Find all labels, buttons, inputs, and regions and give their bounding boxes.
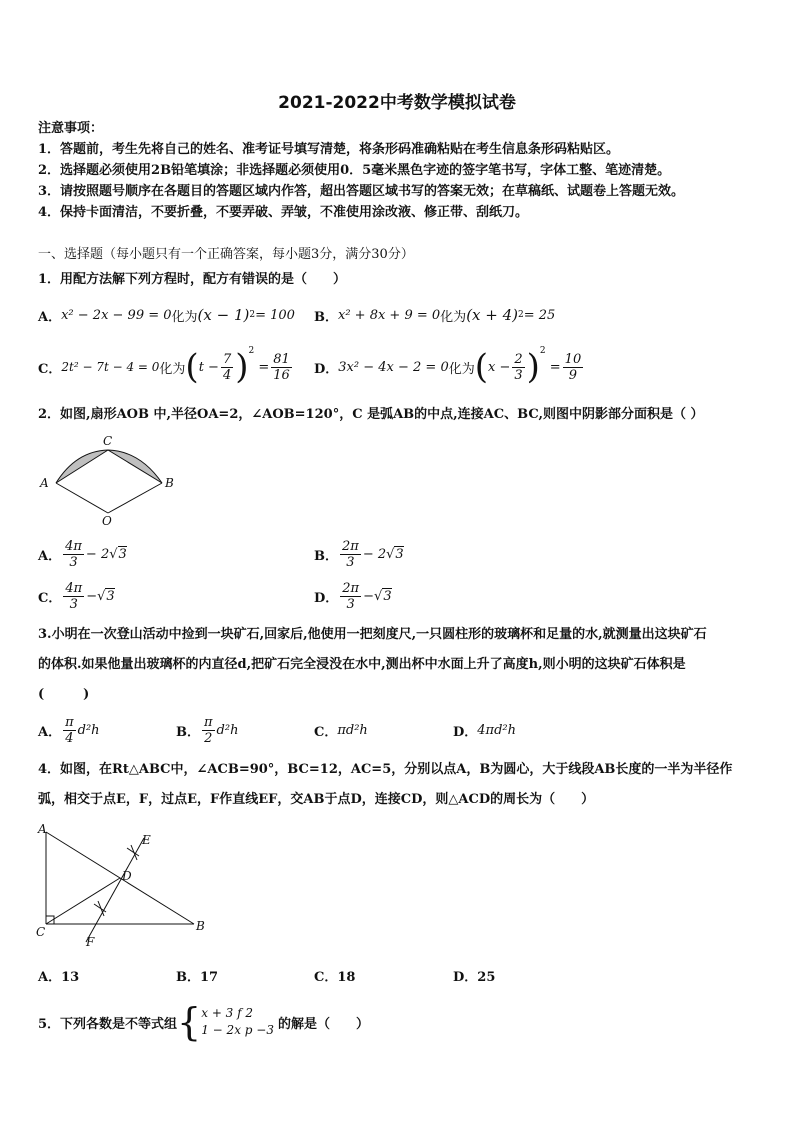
label-b: B	[165, 476, 174, 490]
arc-mark-f2	[98, 901, 104, 916]
q4-stem-line-2: 弧，相交于点E，F，过点E，F作直线EF，交AB于点D，连接CD，则△ACD的周长为（ ）	[38, 792, 595, 807]
q1-option-a[interactable]: A． x² − 2x − 99 = 0 化为 (x − 1) 2 = 100	[38, 306, 295, 325]
q2-sector-figure	[36, 433, 186, 529]
q1-option-c[interactable]: C． 2t² − 7t − 4 = 0 化为 ( t − $\frac{7}{4}$ ) 2 = $\frac{81}{16}$	[38, 346, 290, 387]
label-a: A	[40, 476, 49, 490]
radius-ob	[108, 483, 162, 513]
q3-option-b[interactable]: B． $\frac{\pi}{2}$ d²h	[176, 714, 239, 746]
q5-inequality-system: x + 3 f 2 1 − 2x p −3	[201, 1006, 274, 1037]
q2-stem: 2．如图,扇形AOB 中,半径OA=2，∠AOB=120°，C 是弧AB的中点,连接AC、BC,则图中阴影部分面积是（ ）	[38, 407, 704, 422]
notice-item-3: 3．请按照题号顺序在各题目的答题区域内作答，超出答题区域书写的答案无效；在草稿纸、试题卷上答题无效。	[38, 184, 685, 199]
section-heading: 一、选择题（每小题只有一个正确答案，每小题3分，满分30分）	[38, 247, 414, 262]
label-f: F	[86, 935, 95, 949]
q4-option-b[interactable]: B．17	[176, 970, 219, 985]
q2-option-d[interactable]: D． $\frac{2\pi}{3}$ − √ 3	[314, 580, 392, 612]
q1-stem: 1．用配方法解下列方程时，配方有错误的是（ ）	[38, 272, 347, 287]
q3-option-a[interactable]: A． $\frac{\pi}{4}$ d²h	[38, 714, 100, 746]
label-e: E	[142, 833, 151, 847]
label-c: C	[103, 434, 113, 448]
notice-item-2: 2．选择题必须使用2B铅笔填涂；非选择题必须使用0．5毫米黑色字迹的签字笔书写，字体工整、笔迹清楚。	[38, 163, 671, 178]
q2-option-b[interactable]: B． $\frac{2\pi}{3}$ − 2 √ 3	[314, 538, 404, 570]
notice-item-1: 1．答题前，考生先将自己的姓名、准考证号填写清楚，将条形码准确粘贴在考生信息条形码粘贴区。	[38, 142, 620, 157]
q4-stem-line-1: 4．如图，在Rt△ABC中，∠ACB=90°，BC=12，AC=5，分别以点A，B为圆心，大于线段AB长度的一半为半径作	[38, 762, 733, 777]
q4-option-c[interactable]: C．18	[314, 970, 356, 985]
q3-stem-line-2: 的体积.如果他量出玻璃杯的内直径d,把矿石完全浸没在水中,测出杯中水面上升了高度h,则小明的这块矿石体积是	[38, 657, 686, 672]
q2-option-c[interactable]: C． $\frac{4\pi}{3}$ − √ 3	[38, 580, 115, 612]
label-c: C	[36, 925, 46, 939]
label-o: O	[102, 514, 112, 528]
q2-option-a[interactable]: A． $\frac{4\pi}{3}$ − 2 √ 3	[38, 538, 127, 570]
chord-ac	[56, 450, 108, 483]
label-d: D	[122, 869, 132, 883]
chord-bc	[108, 450, 162, 483]
label-a: A	[38, 822, 47, 836]
radius-oa	[56, 483, 108, 513]
notice-item-4: 4．保持卡面清洁，不要折叠，不要弄破、弄皱，不准使用涂改液、修正带、刮纸刀。	[38, 205, 529, 220]
q4-option-d[interactable]: D．25	[453, 970, 496, 985]
q3-stem-line-1: 3.小明在一次登山活动中捡到一块矿石,回家后,他使用一把刻度尺,一只圆柱形的玻璃杯和足量的水,就测量出这块矿石	[38, 627, 707, 642]
q1-option-b[interactable]: B． x² + 8x + 9 = 0 化为 (x + 4) 2 = 25	[314, 306, 556, 325]
page-title: 2021-2022中考数学模拟试卷	[278, 93, 516, 113]
q3-option-d[interactable]: D． 4πd²h	[453, 722, 517, 740]
notice-heading: 注意事项：	[38, 121, 104, 136]
q3-option-c[interactable]: C． πd²h	[314, 722, 368, 740]
q3-stem-line-3: ( )	[38, 687, 90, 702]
q4-triangle-figure	[34, 820, 214, 952]
label-b: B	[196, 919, 205, 933]
q4-option-a[interactable]: A．13	[38, 970, 80, 985]
q5-stem: 5．下列各数是不等式组 { x + 3 f 2 1 − 2x p −3 的解是（ ）	[38, 1000, 369, 1044]
q1-option-d[interactable]: D． 3x² − 4x − 2 = 0 化为 ( x − $\frac{2}{3}$ ) 2 = $\frac{10}{9}$	[314, 346, 582, 387]
